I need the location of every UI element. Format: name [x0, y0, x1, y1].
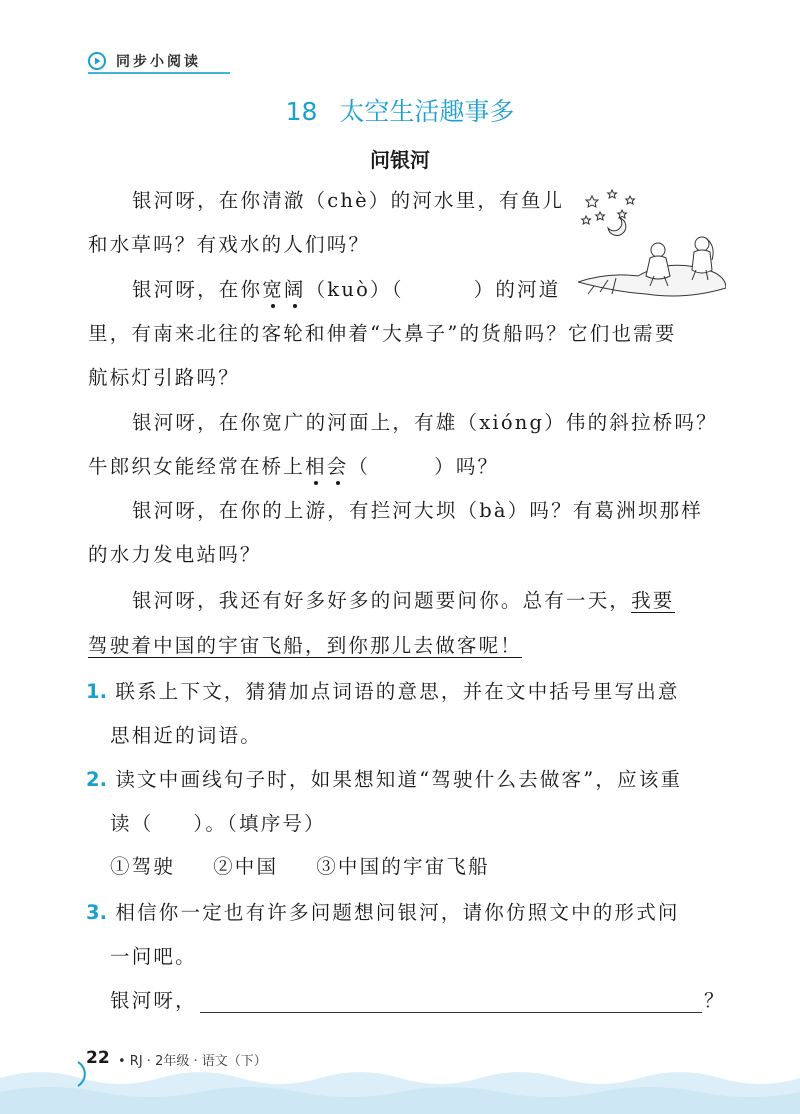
lesson-name: 太空生活趣事多 [339, 97, 515, 126]
poem-text: ）吗？ [434, 455, 500, 478]
question-text: 思相近的词语。 [110, 724, 262, 747]
question-text: 一问吧。 [110, 945, 197, 968]
poem-line [88, 631, 522, 661]
option-list [110, 852, 490, 882]
poem-line: 和水草吗？有戏水的人们吗？ [88, 233, 371, 256]
question-3 [86, 898, 680, 928]
poem-line: 银河呀，在你的上游，有拦河大坝（bà）吗？有葛洲坝那样 [132, 499, 704, 522]
dotted-char: 阔 [283, 278, 306, 301]
question-text: 联系上下文，猜猜加点词语的意思，并在文中括号里写出意 [115, 680, 680, 703]
answer-end-mark: ？ [704, 989, 726, 1012]
question-text-part: 读（ [110, 812, 154, 835]
option-item[interactable]: ①驾驶 [110, 855, 176, 878]
section-tag-label: 同步小阅读 [116, 54, 201, 70]
lesson-title [0, 92, 800, 128]
dotted-char: 相 [305, 455, 327, 478]
question-2 [86, 765, 682, 795]
question-1 [86, 677, 680, 707]
poem-text: 银河呀，我还有好多好多的问题要问你。总有一天， [132, 589, 632, 612]
dotted-char: 会 [326, 455, 349, 478]
poem-line [132, 586, 675, 616]
poem-text: 银河呀，在你 [132, 278, 263, 301]
stargazing-illustration [578, 186, 726, 304]
option-item[interactable]: ③中国的宇宙飞船 [316, 855, 490, 878]
dotted-char: 宽 [262, 278, 284, 301]
question-text: 相信你一定也有许多问题想问银河，请你仿照文中的形式问 [115, 901, 680, 924]
poem-text: 牛郎织女能经常在桥上 [88, 455, 306, 478]
question-number: 2. [86, 768, 107, 791]
question-text [110, 809, 326, 839]
poem-text: （kuò）（ [305, 278, 404, 301]
poem-text: ）的河道 [473, 278, 561, 301]
poem-title: 问银河 [370, 148, 430, 172]
poem-line: 里，有南来北往的客轮和伸着“大鼻子”的货船吗？它们也需要 [88, 322, 677, 345]
question-number: 1. [86, 680, 107, 703]
poem-line: 银河呀，在你宽广的河面上，有雄（xióng）伟的斜拉桥吗？ [132, 411, 718, 434]
answer-prompt: 银河呀， [110, 989, 197, 1012]
poem-line: 银河呀，在你清澈（chè）的河水里，有鱼儿 [132, 189, 565, 212]
question-number: 3. [86, 901, 107, 924]
poem-line [132, 275, 561, 305]
poem-line [88, 452, 499, 482]
poem-line: 的水力发电站吗？ [88, 543, 262, 566]
page-number: 22 [86, 1048, 110, 1068]
question-text: 读文中画线句子时，如果想知道“驾驶什么去做客”，应该重 [115, 768, 683, 791]
underlined-sentence: 驾驶着中国的宇宙飞船，到你那儿去做客呢！ [88, 634, 523, 657]
play-circle-icon [88, 52, 106, 70]
lesson-number: 18 [285, 97, 318, 126]
question-text-part: ）。（填序号） [193, 812, 326, 835]
option-item[interactable]: ②中国 [213, 855, 279, 878]
footer-info: • RJ · 2年级 · 语文（下） [118, 1054, 267, 1069]
section-tag-underline [88, 72, 230, 74]
answer-line[interactable] [200, 1012, 702, 1013]
poem-text: （ [348, 455, 371, 478]
underlined-text: 我要 [631, 589, 675, 612]
poem-line: 航标灯引路吗？ [88, 366, 240, 389]
